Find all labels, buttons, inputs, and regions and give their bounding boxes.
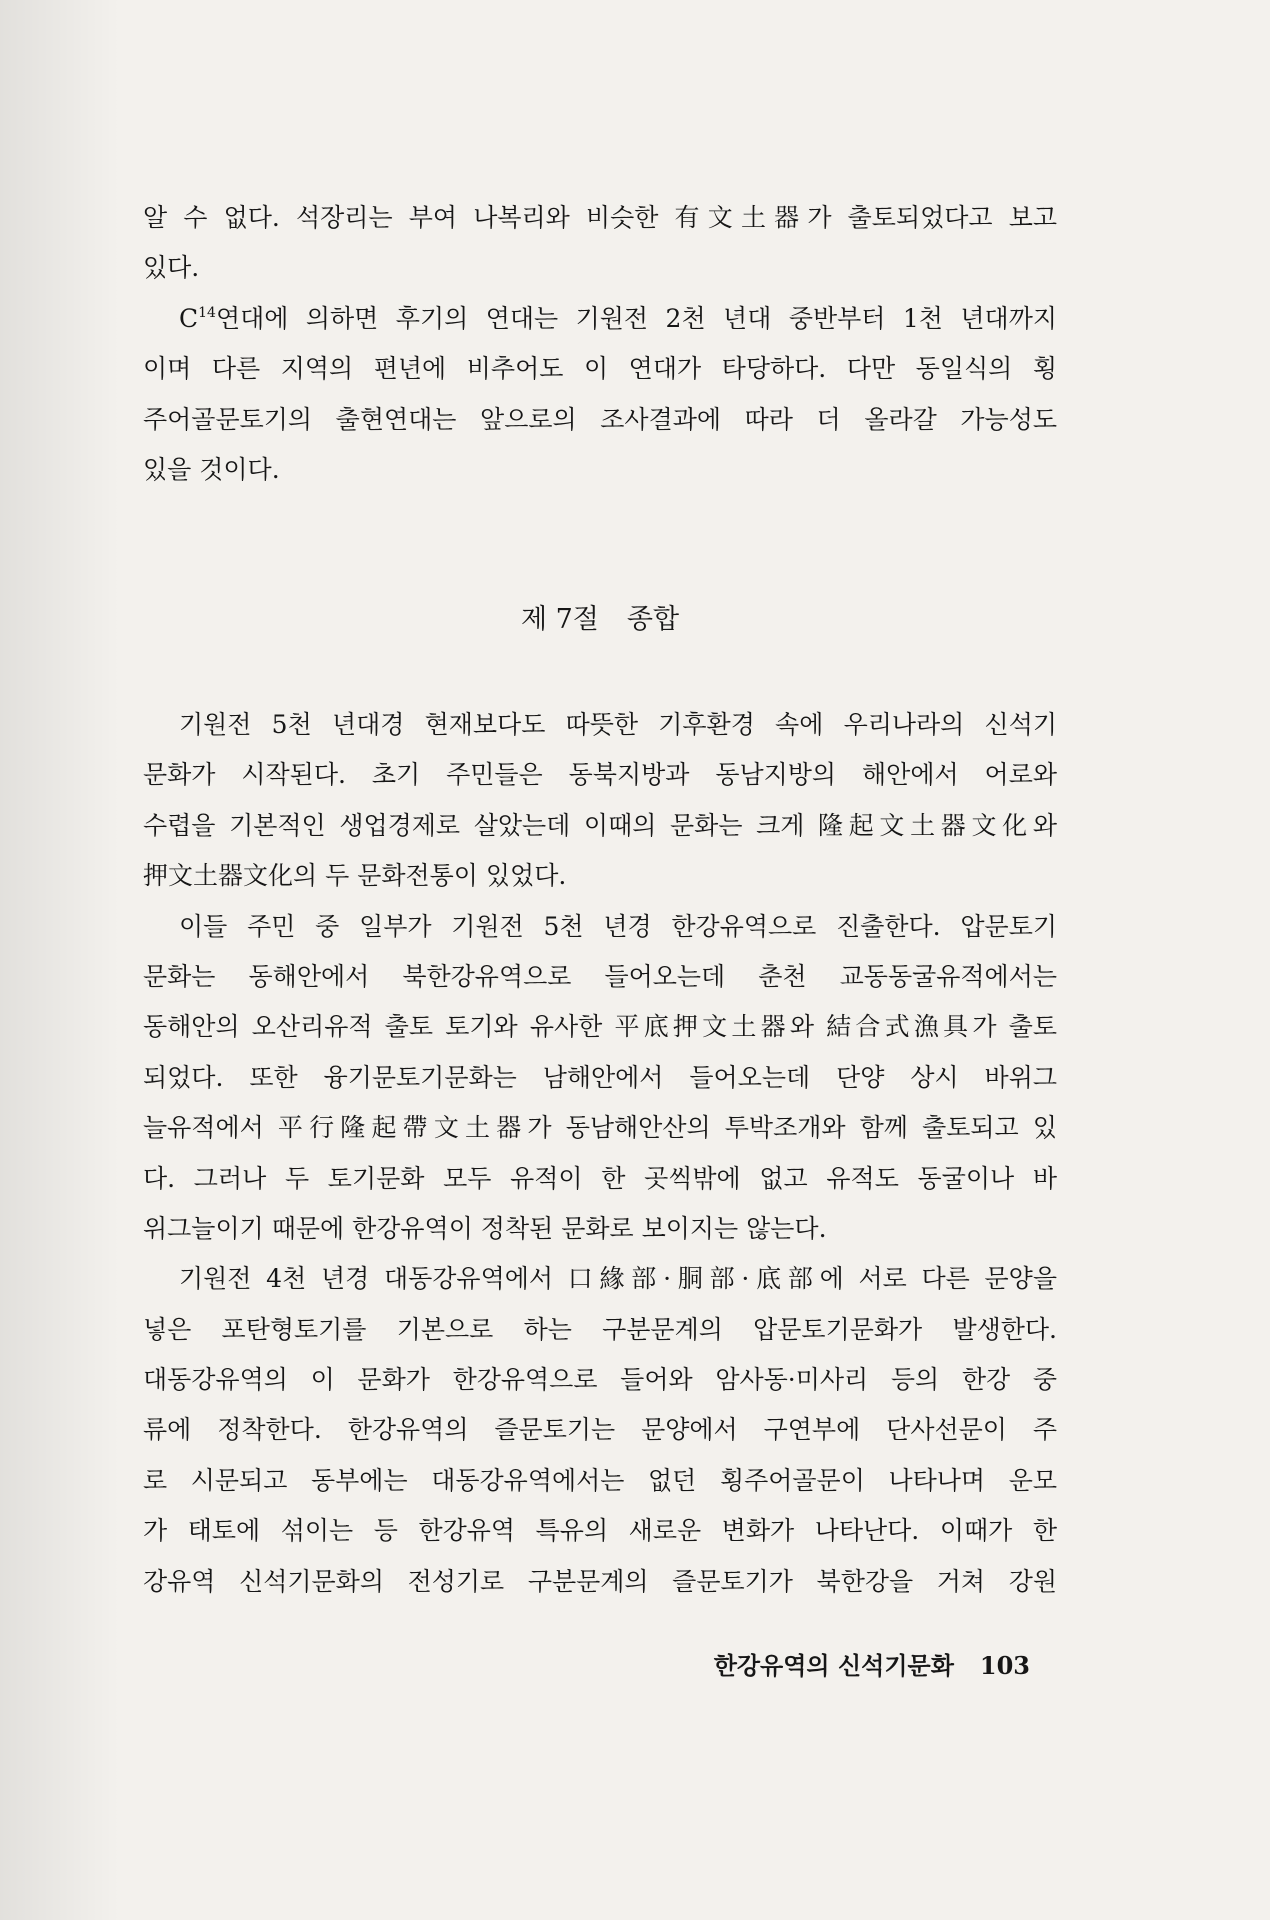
page-footer	[714, 1646, 1030, 1686]
text-line: 가 태토에 섞이는 등 한강유역 특유의 새로운 변화가 나타난다. 이때가 한	[143, 1516, 1057, 1546]
text-line: 넣은 포탄형토기를 기본으로 하는 구분문계의 압문토기문화가 발생한다.	[143, 1314, 1057, 1344]
text-line: 문화는 동해안에서 북한강유역으로 들어오는데 춘천 교동동굴유적에서는	[143, 961, 1057, 991]
section-body	[143, 700, 1057, 1607]
running-title: 한강유역의 신석기문화	[713, 1651, 954, 1680]
section-title: 종합	[626, 604, 680, 635]
text-line: 알 수 없다. 석장리는 부여 나복리와 비슷한 有文土器가 출토되었다고 보고	[143, 203, 1057, 232]
isotope-superscript: 14	[198, 304, 216, 321]
text-line: 류에 정착한다. 한강유역의 즐문토기는 문양에서 구연부에 단사선문이 주	[143, 1415, 1057, 1445]
page-edge-shadow	[0, 0, 120, 1920]
text-line: 강유역 신석기문화의 전성기로 구분문계의 즐문토기가 북한강을 거쳐 강원	[143, 1566, 1057, 1596]
page-number: 103	[979, 1651, 1030, 1680]
text-line: 있다.	[143, 253, 200, 283]
paragraph	[143, 902, 1057, 1255]
carbon-symbol: C	[179, 303, 199, 333]
text-line-rest: 연대에 의하면 후기의 연대는 기원전 2천 년대 중반부터 1천 년대까지	[215, 303, 1057, 333]
text-line: 위그늘이기 때문에 한강유역이 정착된 문화로 보이지는 않는다.	[143, 1213, 827, 1243]
text-line: 늘유적에서 平行隆起帶文土器가 동남해안산의 투박조개와 함께 출토되고 있	[143, 1113, 1057, 1143]
text-line: 수렵을 기본적인 생업경제로 살았는데 이때의 문화는 크게 隆起文土器文化와	[143, 810, 1057, 840]
text-line: 이들 주민 중 일부가 기원전 5천 년경 한강유역으로 진출한다. 압문토기	[179, 911, 1057, 941]
text-line: 로 시문되고 동부에는 대동강유역에서는 없던 횡주어골문이 나타나며 운모	[143, 1465, 1057, 1495]
text-line: 이며 다른 지역의 편년에 비추어도 이 연대가 타당하다. 다만 동일식의 횡	[143, 354, 1057, 384]
text-line: 다. 그러나 두 토기문화 모두 유적이 한 곳씩밖에 없고 유적도 동굴이나 바	[143, 1163, 1057, 1193]
text-line: 기원전 4천 년경 대동강유역에서 口緣部·胴部·底部에 서로 다른 문양을	[179, 1264, 1057, 1294]
intro-text	[143, 193, 1057, 495]
paragraph	[143, 1254, 1057, 1607]
section-number: 제 7절	[520, 604, 599, 635]
paragraph	[143, 700, 1057, 902]
text-line: 기원전 5천 년대경 현재보다도 따뜻한 기후환경 속에 우리나라의 신석기	[179, 710, 1057, 739]
text-line: 押文土器文化의 두 문화전통이 있었다.	[143, 861, 567, 891]
section-heading	[143, 598, 1057, 642]
text-line: 문화가 시작된다. 초기 주민들은 동북지방과 동남지방의 해안에서 어로와	[143, 760, 1057, 790]
text-line: 대동강유역의 이 문화가 한강유역으로 들어와 암사동·미사리 등의 한강 중	[143, 1365, 1057, 1395]
text-line: 있을 것이다.	[143, 454, 280, 484]
text-line	[143, 294, 1057, 344]
text-line: 주어골문토기의 출현연대는 앞으로의 조사결과에 따라 더 올라갈 가능성도	[143, 404, 1057, 434]
text-line: 되었다. 또한 융기문토기문화는 남해안에서 들어오는데 단양 상시 바위그	[143, 1062, 1057, 1092]
text-line: 동해안의 오산리유적 출토 토기와 유사한 平底押文土器와 結合式漁具가 출토	[143, 1012, 1057, 1042]
